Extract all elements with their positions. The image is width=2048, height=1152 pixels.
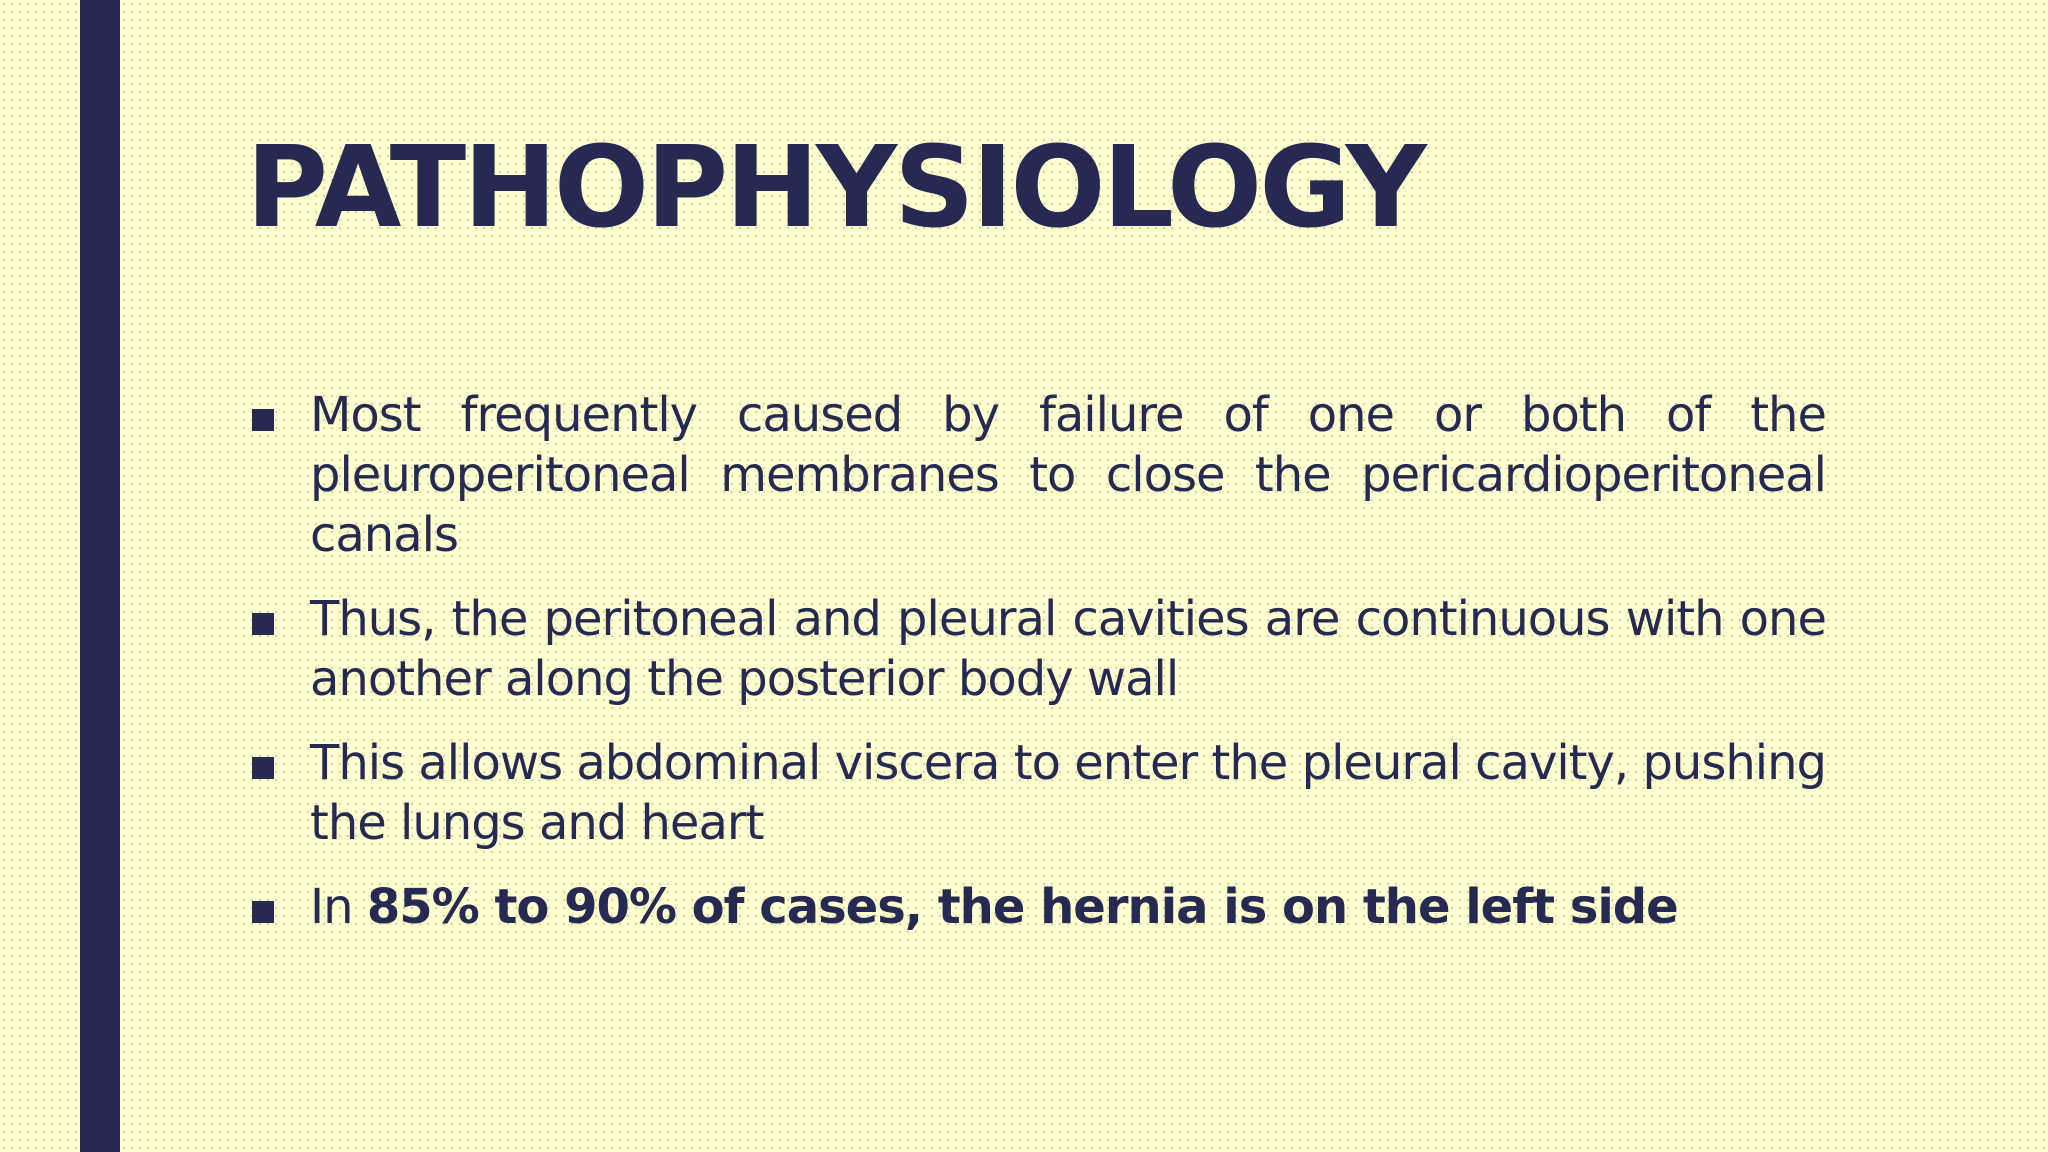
bullet-emphasis: 85% to 90% of cases, the hernia is on the left side [366,879,1678,935]
accent-bar [80,0,120,1152]
slide-title: PATHOPHYSIOLOGY [246,123,1424,253]
square-bullet-icon [252,757,274,779]
bullet-item [246,589,1826,709]
square-bullet-icon [252,409,274,431]
bullet-item [246,733,1826,853]
bullet-prefix: In [310,879,367,935]
bullet-text: Most frequently caused by failure of one or both of the pleuroperitoneal membranes to close the pericardioperitoneal canals [310,387,1826,563]
square-bullet-icon [252,901,274,923]
bullet-text: Thus, the peritoneal and pleural cavities are continuous with one another along the posterior body wall [310,591,1826,707]
bullet-text: This allows abdominal viscera to enter the pleural cavity, pushing the lungs and heart [310,735,1826,851]
bullet-item [246,385,1826,565]
bullet-list [246,385,1826,961]
bullet-item [246,877,1826,937]
bullet-text [310,877,1826,937]
square-bullet-icon [252,613,274,635]
